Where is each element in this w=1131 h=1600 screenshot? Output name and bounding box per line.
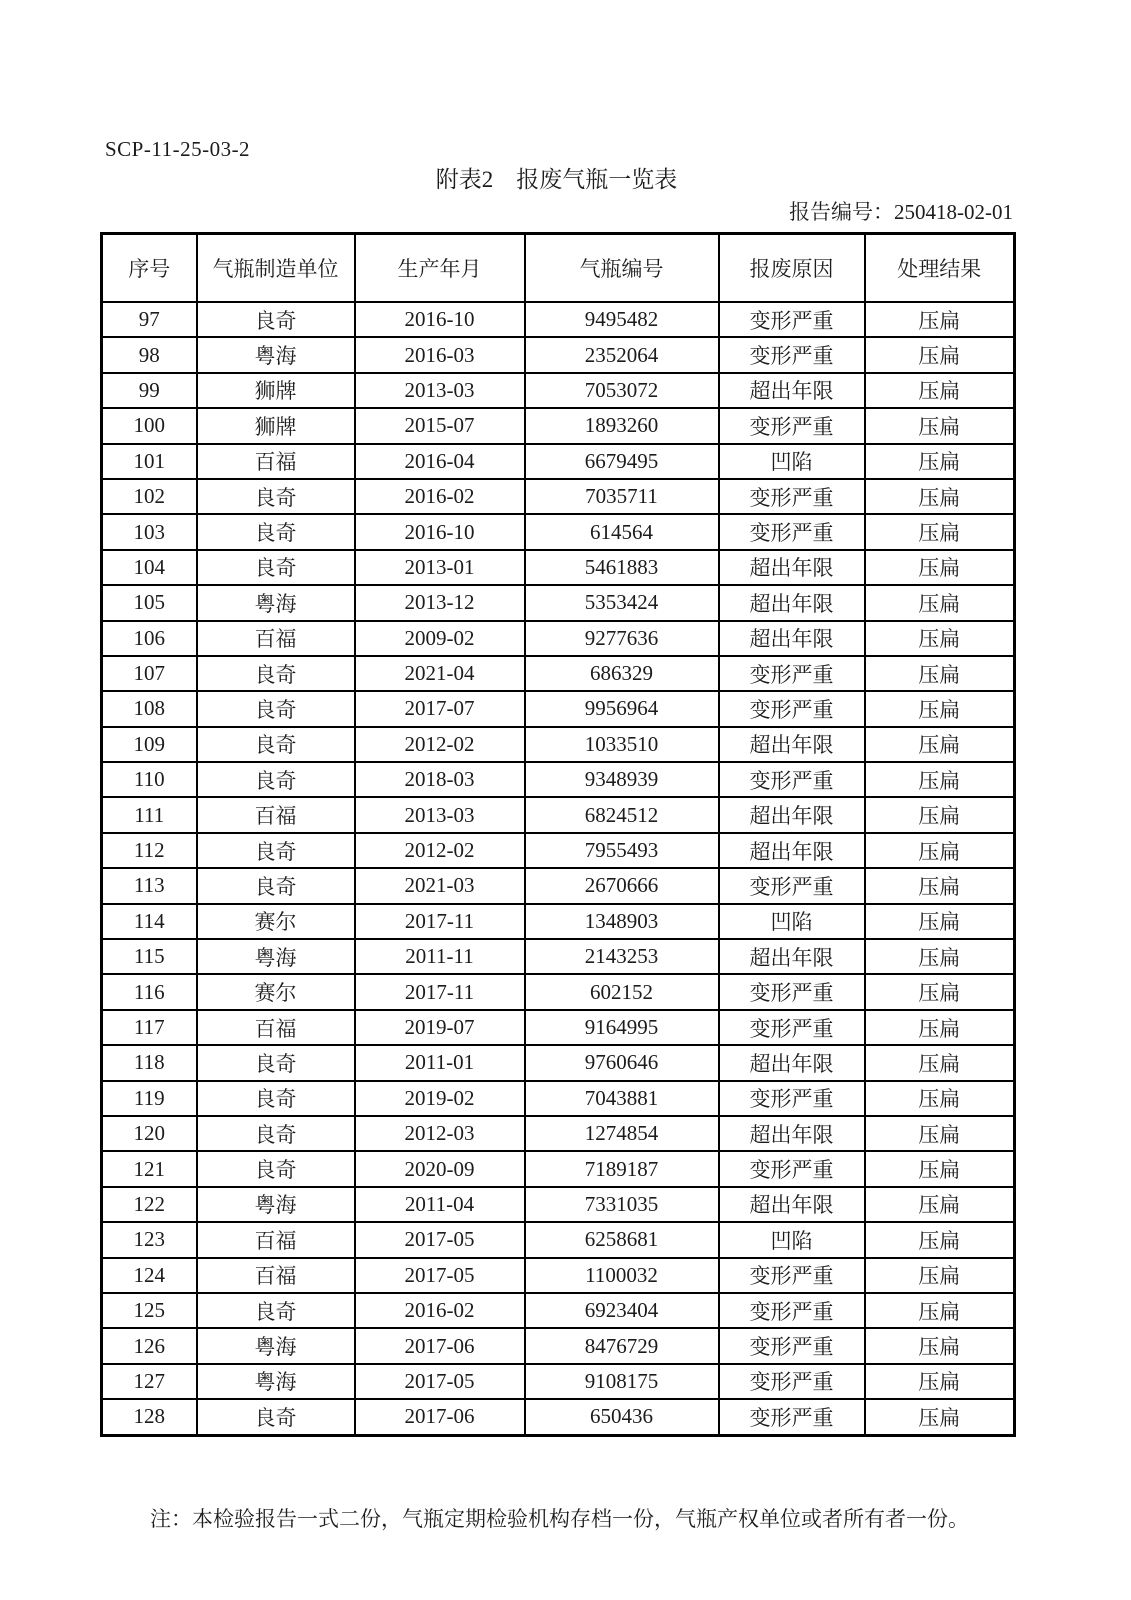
table-cell: 2016-10 xyxy=(355,514,525,549)
table-cell: 狮牌 xyxy=(197,408,355,443)
table-cell: 压扁 xyxy=(865,691,1015,726)
table-cell: 1033510 xyxy=(525,727,719,762)
table-cell: 粤海 xyxy=(197,337,355,372)
table-cell: 2352064 xyxy=(525,337,719,372)
table-cell: 变形严重 xyxy=(719,479,865,514)
table-cell: 变形严重 xyxy=(719,1328,865,1363)
header-production-date: 生产年月 xyxy=(355,234,525,303)
table-cell: 2009-02 xyxy=(355,621,525,656)
table-cell: 9108175 xyxy=(525,1364,719,1399)
table-cell: 6923404 xyxy=(525,1293,719,1328)
table-cell: 压扁 xyxy=(865,833,1015,868)
table-cell: 109 xyxy=(102,727,197,762)
table-cell: 变形严重 xyxy=(719,762,865,797)
table-cell: 压扁 xyxy=(865,727,1015,762)
table-cell: 2015-07 xyxy=(355,408,525,443)
table-cell: 2012-02 xyxy=(355,833,525,868)
table-cell: 压扁 xyxy=(865,1045,1015,1080)
table-cell: 127 xyxy=(102,1364,197,1399)
table-cell: 9348939 xyxy=(525,762,719,797)
table-cell: 2017-11 xyxy=(355,974,525,1009)
table-cell: 7035711 xyxy=(525,479,719,514)
table-cell: 106 xyxy=(102,621,197,656)
table-cell: 99 xyxy=(102,373,197,408)
table-row xyxy=(102,621,1015,656)
table-cell: 压扁 xyxy=(865,585,1015,620)
table-body xyxy=(102,302,1015,1435)
table-cell: 压扁 xyxy=(865,939,1015,974)
table-cell: 变形严重 xyxy=(719,1364,865,1399)
table-cell: 压扁 xyxy=(865,302,1015,337)
table-cell: 2019-07 xyxy=(355,1010,525,1045)
table-cell: 2016-03 xyxy=(355,337,525,372)
table-cell: 2017-07 xyxy=(355,691,525,726)
table-cell: 良奇 xyxy=(197,1151,355,1186)
table-cell: 119 xyxy=(102,1081,197,1116)
table-cell: 凹陷 xyxy=(719,1222,865,1257)
table-cell: 104 xyxy=(102,550,197,585)
table-cell: 凹陷 xyxy=(719,904,865,939)
report-number: 报告编号：250418-02-01 xyxy=(789,200,1013,224)
table-cell: 2021-03 xyxy=(355,868,525,903)
table-row xyxy=(102,727,1015,762)
table-cell: 变形严重 xyxy=(719,1151,865,1186)
table-row xyxy=(102,1258,1015,1293)
table-cell: 变形严重 xyxy=(719,656,865,691)
table-cell: 超出年限 xyxy=(719,727,865,762)
table-row xyxy=(102,337,1015,372)
table-cell: 百福 xyxy=(197,621,355,656)
table-row xyxy=(102,1187,1015,1222)
table-cell: 650436 xyxy=(525,1399,719,1435)
table-cell: 7331035 xyxy=(525,1187,719,1222)
table-cell: 压扁 xyxy=(865,479,1015,514)
table-row xyxy=(102,691,1015,726)
table-cell: 686329 xyxy=(525,656,719,691)
table-cell: 粤海 xyxy=(197,1328,355,1363)
table-cell: 2019-02 xyxy=(355,1081,525,1116)
table-cell: 113 xyxy=(102,868,197,903)
table-cell: 2016-04 xyxy=(355,444,525,479)
table-cell: 2018-03 xyxy=(355,762,525,797)
table-cell: 压扁 xyxy=(865,797,1015,832)
table-cell: 9956964 xyxy=(525,691,719,726)
table-row xyxy=(102,479,1015,514)
table-cell: 2017-05 xyxy=(355,1364,525,1399)
table-header-row xyxy=(102,234,1015,303)
table-cell: 101 xyxy=(102,444,197,479)
table-cell: 良奇 xyxy=(197,727,355,762)
table-cell: 2143253 xyxy=(525,939,719,974)
table-row xyxy=(102,514,1015,549)
table-cell: 2020-09 xyxy=(355,1151,525,1186)
table-cell: 120 xyxy=(102,1116,197,1151)
table-cell: 超出年限 xyxy=(719,550,865,585)
table-cell: 粤海 xyxy=(197,1364,355,1399)
table-cell: 116 xyxy=(102,974,197,1009)
table-cell: 2013-03 xyxy=(355,373,525,408)
table-cell: 压扁 xyxy=(865,1222,1015,1257)
table-cell: 111 xyxy=(102,797,197,832)
table-cell: 超出年限 xyxy=(719,1045,865,1080)
table-cell: 9277636 xyxy=(525,621,719,656)
table-cell: 压扁 xyxy=(865,514,1015,549)
table-cell: 变形严重 xyxy=(719,302,865,337)
table-cell: 赛尔 xyxy=(197,904,355,939)
table-cell: 98 xyxy=(102,337,197,372)
table-cell: 2017-11 xyxy=(355,904,525,939)
table-cell: 126 xyxy=(102,1328,197,1363)
table-row xyxy=(102,974,1015,1009)
table-cell: 粤海 xyxy=(197,939,355,974)
table-cell: 变形严重 xyxy=(719,514,865,549)
table-cell: 变形严重 xyxy=(719,408,865,443)
table-cell: 2017-05 xyxy=(355,1222,525,1257)
table-cell: 变形严重 xyxy=(719,1258,865,1293)
table-cell: 97 xyxy=(102,302,197,337)
scrap-cylinder-table xyxy=(100,232,1016,1437)
table-cell: 2016-02 xyxy=(355,1293,525,1328)
table-cell: 124 xyxy=(102,1258,197,1293)
table-cell: 103 xyxy=(102,514,197,549)
table-cell: 良奇 xyxy=(197,550,355,585)
table-cell: 超出年限 xyxy=(719,797,865,832)
table-row xyxy=(102,1045,1015,1080)
table-cell: 2016-10 xyxy=(355,302,525,337)
table-cell: 百福 xyxy=(197,797,355,832)
footer-note: 注：本检验报告一式二份，气瓶定期检验机构存档一份，气瓶产权单位或者所有者一份。 xyxy=(150,1507,969,1531)
table-cell: 7189187 xyxy=(525,1151,719,1186)
table-cell: 压扁 xyxy=(865,762,1015,797)
table-cell: 压扁 xyxy=(865,1151,1015,1186)
document-code: SCP-11-25-03-2 xyxy=(105,137,251,161)
table-cell: 9760646 xyxy=(525,1045,719,1080)
table-cell: 良奇 xyxy=(197,656,355,691)
table-row xyxy=(102,1116,1015,1151)
table-row xyxy=(102,1293,1015,1328)
table-cell: 良奇 xyxy=(197,762,355,797)
table-cell: 7955493 xyxy=(525,833,719,868)
table-cell: 100 xyxy=(102,408,197,443)
table-cell: 2012-03 xyxy=(355,1116,525,1151)
table-row xyxy=(102,1399,1015,1435)
table-cell: 超出年限 xyxy=(719,1116,865,1151)
table-cell: 2013-03 xyxy=(355,797,525,832)
table-row xyxy=(102,1364,1015,1399)
table-row xyxy=(102,868,1015,903)
table-cell: 压扁 xyxy=(865,904,1015,939)
table-row xyxy=(102,550,1015,585)
table-cell: 110 xyxy=(102,762,197,797)
table-cell: 超出年限 xyxy=(719,621,865,656)
table-cell: 108 xyxy=(102,691,197,726)
table-cell: 变形严重 xyxy=(719,691,865,726)
table-cell: 2011-01 xyxy=(355,1045,525,1080)
table-cell: 2012-02 xyxy=(355,727,525,762)
table-cell: 百福 xyxy=(197,1222,355,1257)
table-cell: 超出年限 xyxy=(719,833,865,868)
table-cell: 百福 xyxy=(197,1010,355,1045)
table-cell: 5461883 xyxy=(525,550,719,585)
table-cell: 压扁 xyxy=(865,444,1015,479)
table-cell: 粤海 xyxy=(197,585,355,620)
table-cell: 超出年限 xyxy=(719,1187,865,1222)
table-row xyxy=(102,939,1015,974)
table-cell: 赛尔 xyxy=(197,974,355,1009)
header-scrap-reason: 报废原因 xyxy=(719,234,865,303)
table-cell: 2016-02 xyxy=(355,479,525,514)
table-cell: 8476729 xyxy=(525,1328,719,1363)
table-cell: 压扁 xyxy=(865,1364,1015,1399)
table-row xyxy=(102,1081,1015,1116)
header-processing-result: 处理结果 xyxy=(865,234,1015,303)
table-cell: 5353424 xyxy=(525,585,719,620)
table-cell: 压扁 xyxy=(865,337,1015,372)
table-cell: 6258681 xyxy=(525,1222,719,1257)
table-cell: 107 xyxy=(102,656,197,691)
table-cell: 压扁 xyxy=(865,1328,1015,1363)
table-cell: 压扁 xyxy=(865,1258,1015,1293)
table-row xyxy=(102,585,1015,620)
table-cell: 压扁 xyxy=(865,1081,1015,1116)
table-cell: 良奇 xyxy=(197,1293,355,1328)
table-cell: 压扁 xyxy=(865,868,1015,903)
table-cell: 9164995 xyxy=(525,1010,719,1045)
table-cell: 压扁 xyxy=(865,1293,1015,1328)
table-cell: 压扁 xyxy=(865,550,1015,585)
table-row xyxy=(102,408,1015,443)
table-cell: 变形严重 xyxy=(719,337,865,372)
table-row xyxy=(102,444,1015,479)
table-row xyxy=(102,1222,1015,1257)
table-cell: 2013-12 xyxy=(355,585,525,620)
table-cell: 良奇 xyxy=(197,479,355,514)
table-row xyxy=(102,904,1015,939)
table-cell: 6679495 xyxy=(525,444,719,479)
table-row xyxy=(102,373,1015,408)
table-cell: 2011-04 xyxy=(355,1187,525,1222)
table-row xyxy=(102,762,1015,797)
table-cell: 良奇 xyxy=(197,514,355,549)
table-cell: 2013-01 xyxy=(355,550,525,585)
table-cell: 6824512 xyxy=(525,797,719,832)
table-cell: 1893260 xyxy=(525,408,719,443)
table-cell: 压扁 xyxy=(865,373,1015,408)
page-title: 附表2 报废气瓶一览表 xyxy=(435,167,678,192)
table-row xyxy=(102,1151,1015,1186)
table-cell: 压扁 xyxy=(865,1187,1015,1222)
table-cell: 变形严重 xyxy=(719,868,865,903)
table-cell: 102 xyxy=(102,479,197,514)
table-cell: 压扁 xyxy=(865,408,1015,443)
table-cell: 122 xyxy=(102,1187,197,1222)
table-cell: 2017-05 xyxy=(355,1258,525,1293)
table-row xyxy=(102,656,1015,691)
table-cell: 2021-04 xyxy=(355,656,525,691)
table-row xyxy=(102,797,1015,832)
table-cell: 超出年限 xyxy=(719,373,865,408)
table-cell: 良奇 xyxy=(197,691,355,726)
table-cell: 114 xyxy=(102,904,197,939)
table-cell: 狮牌 xyxy=(197,373,355,408)
table-row xyxy=(102,833,1015,868)
table-cell: 7043881 xyxy=(525,1081,719,1116)
table-cell: 变形严重 xyxy=(719,1399,865,1435)
table-cell: 良奇 xyxy=(197,868,355,903)
table-cell: 百福 xyxy=(197,444,355,479)
table-cell: 变形严重 xyxy=(719,1010,865,1045)
table-cell: 压扁 xyxy=(865,1399,1015,1435)
table-row xyxy=(102,1010,1015,1045)
table-cell: 良奇 xyxy=(197,302,355,337)
header-cylinder-number: 气瓶编号 xyxy=(525,234,719,303)
table-cell: 2017-06 xyxy=(355,1328,525,1363)
table-cell: 良奇 xyxy=(197,1045,355,1080)
header-serial-number: 序号 xyxy=(102,234,197,303)
table-cell: 123 xyxy=(102,1222,197,1257)
table-cell: 凹陷 xyxy=(719,444,865,479)
table-cell: 602152 xyxy=(525,974,719,1009)
table-cell: 125 xyxy=(102,1293,197,1328)
table-cell: 变形严重 xyxy=(719,1081,865,1116)
table-cell: 变形严重 xyxy=(719,974,865,1009)
table-cell: 压扁 xyxy=(865,1116,1015,1151)
table-cell: 压扁 xyxy=(865,974,1015,1009)
table-cell: 118 xyxy=(102,1045,197,1080)
table-cell: 1100032 xyxy=(525,1258,719,1293)
table-row xyxy=(102,302,1015,337)
table-cell: 2017-06 xyxy=(355,1399,525,1435)
table-cell: 压扁 xyxy=(865,621,1015,656)
table-cell: 良奇 xyxy=(197,833,355,868)
table-cell: 115 xyxy=(102,939,197,974)
table-cell: 1348903 xyxy=(525,904,719,939)
table-cell: 粤海 xyxy=(197,1187,355,1222)
table-row xyxy=(102,1328,1015,1363)
header-manufacturer: 气瓶制造单位 xyxy=(197,234,355,303)
table-cell: 良奇 xyxy=(197,1116,355,1151)
table-cell: 压扁 xyxy=(865,656,1015,691)
table-cell: 105 xyxy=(102,585,197,620)
table-cell: 112 xyxy=(102,833,197,868)
table-cell: 良奇 xyxy=(197,1399,355,1435)
table-cell: 超出年限 xyxy=(719,585,865,620)
table-cell: 超出年限 xyxy=(719,939,865,974)
table-cell: 压扁 xyxy=(865,1010,1015,1045)
table-cell: 良奇 xyxy=(197,1081,355,1116)
table-cell: 2670666 xyxy=(525,868,719,903)
table-cell: 614564 xyxy=(525,514,719,549)
table-cell: 117 xyxy=(102,1010,197,1045)
table-cell: 1274854 xyxy=(525,1116,719,1151)
table-cell: 变形严重 xyxy=(719,1293,865,1328)
table-cell: 128 xyxy=(102,1399,197,1435)
table-cell: 7053072 xyxy=(525,373,719,408)
table-cell: 2011-11 xyxy=(355,939,525,974)
table-cell: 121 xyxy=(102,1151,197,1186)
table-cell: 百福 xyxy=(197,1258,355,1293)
table-cell: 9495482 xyxy=(525,302,719,337)
